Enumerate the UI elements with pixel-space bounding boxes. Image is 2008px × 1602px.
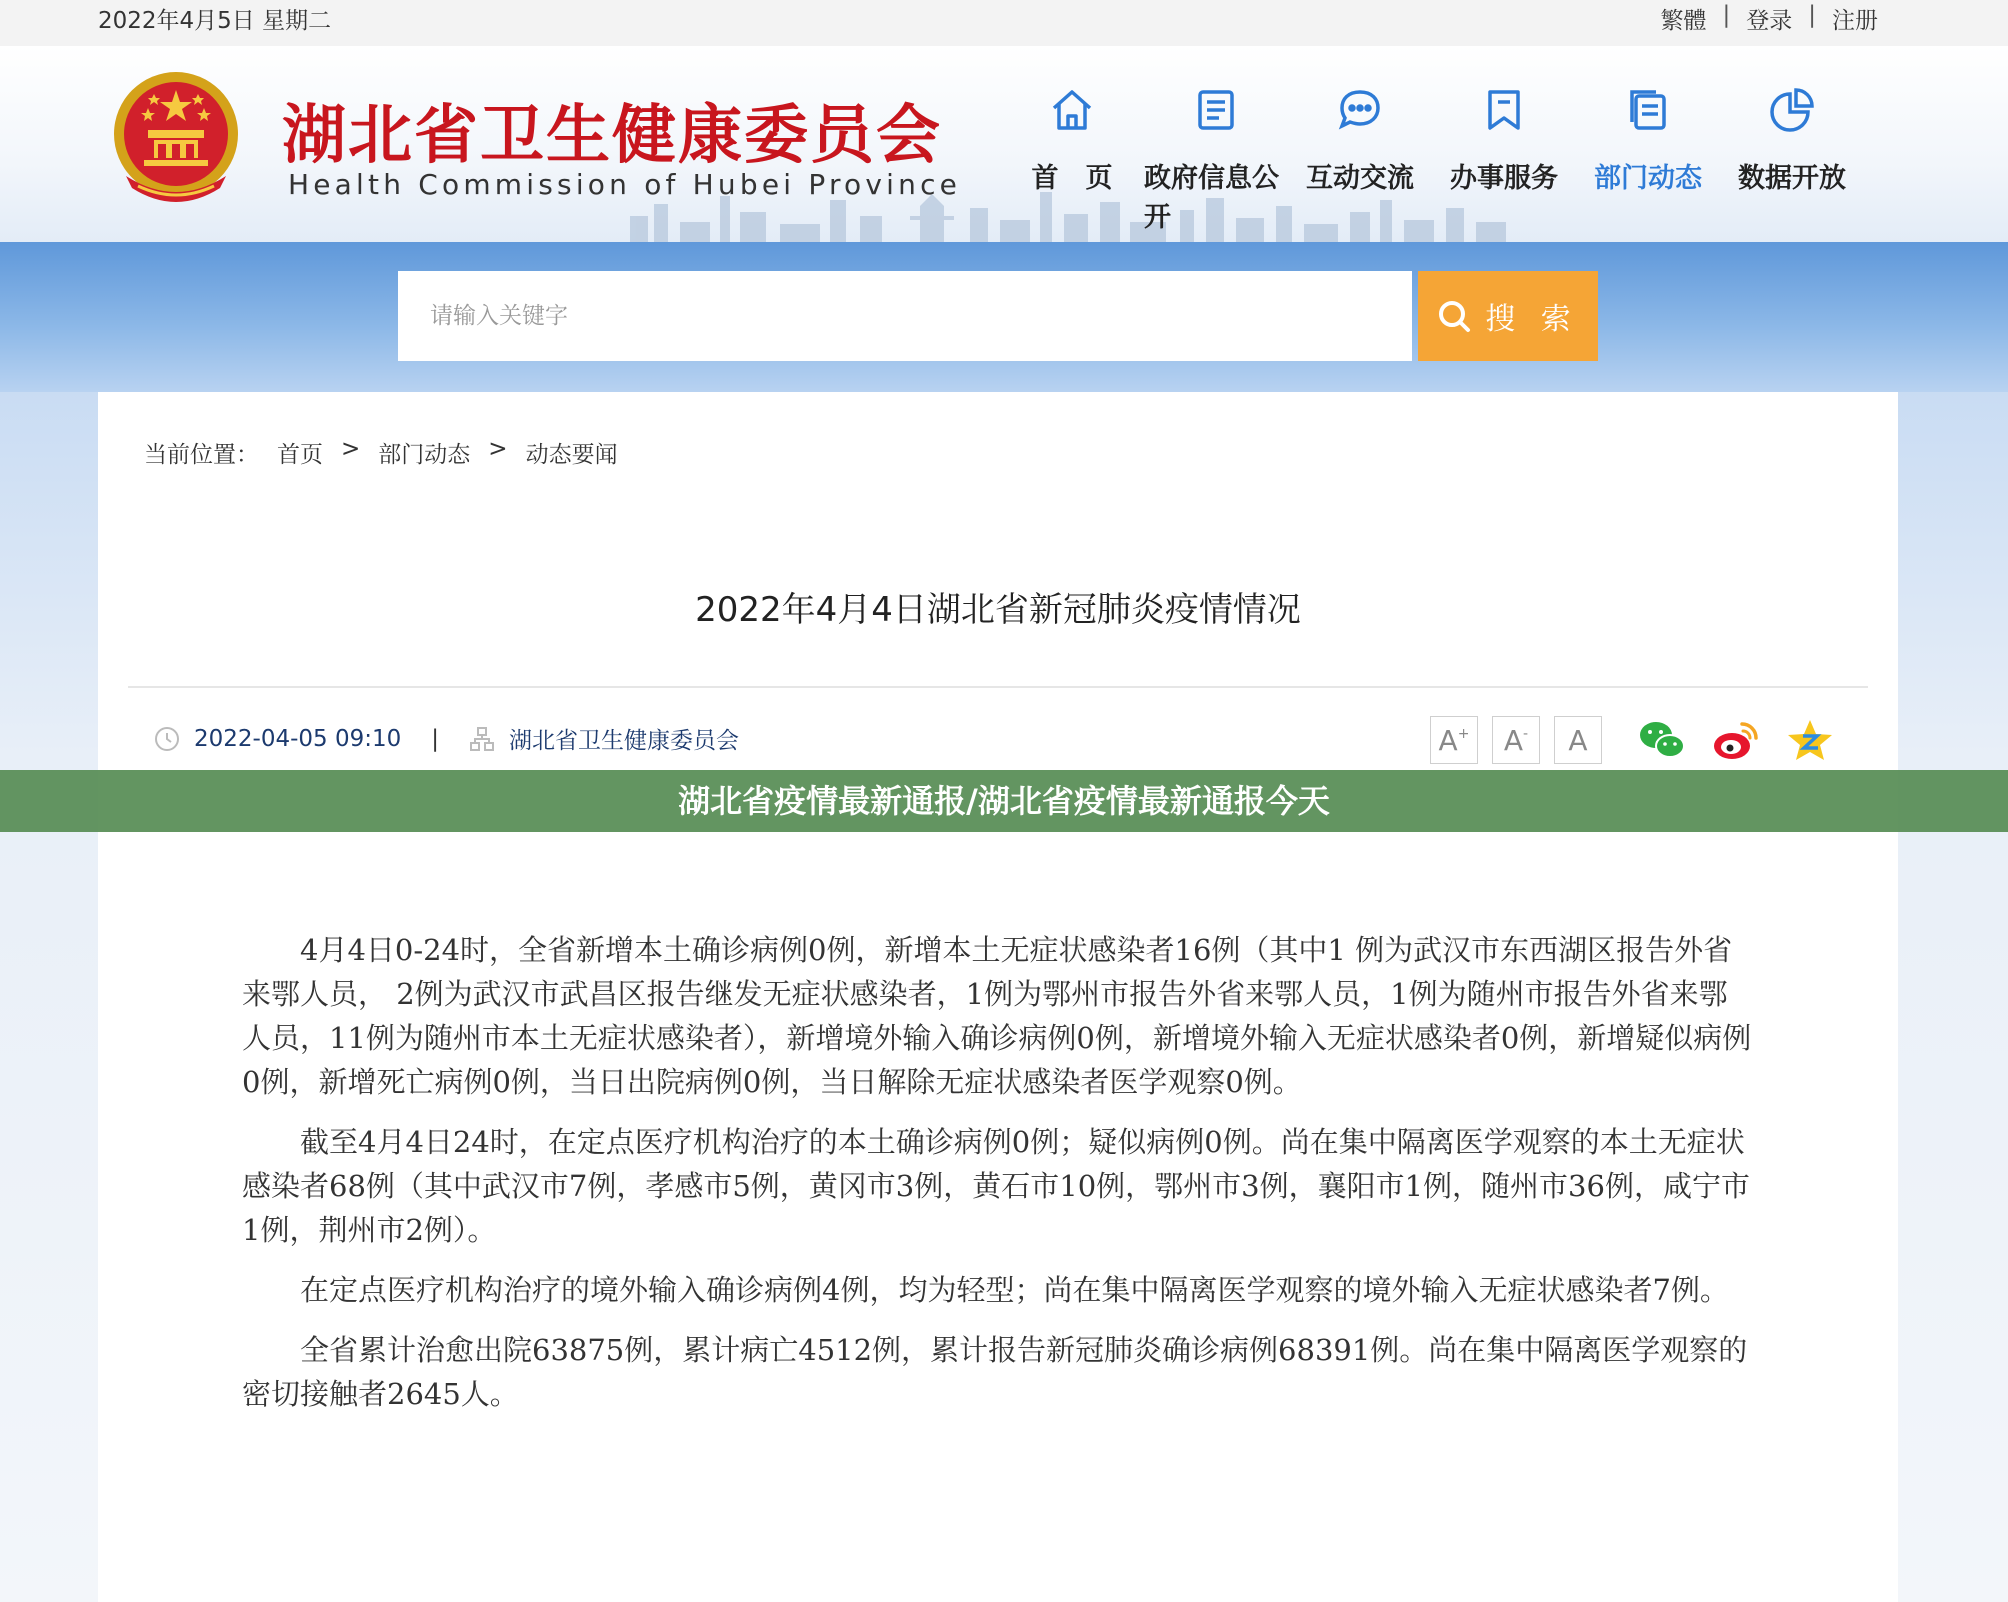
article-paragraph: 截至4月4日24时，在定点医疗机构治疗的本土确诊病例0例；疑似病例0例。尚在集中隔离医学观察的本土无症状感染者68例（其中武汉市7例，孝感市5例，黄冈市3例，黄石市10例，鄂州市3例，襄阳市1例，随州市36例，咸宁市1例，荆州市2例）。: [242, 1125, 1750, 1247]
breadcrumb-prefix: 当前位置：: [144, 442, 259, 468]
nav-label: 部门动态: [1594, 163, 1702, 194]
search-button-label: 搜 索: [1485, 302, 1579, 337]
nav-item-open-data[interactable]: [1720, 86, 1864, 234]
breadcrumb-home[interactable]: 首页: [277, 442, 323, 468]
minus-sign: -: [1523, 726, 1529, 742]
site-title-chinese: 湖北省卫生健康委员会: [282, 98, 942, 173]
article-paragraph: 4月4日0-24时，全省新增本土确诊病例0例，新增本土无症状感染者16例（其中1 例为武汉市东西湖区报告外省来鄂人员， 2例为武汉市武昌区报告继发无症状感染者，1例为鄂州市报告外省来鄂人员，1例为随州市报告外省来鄂人员，11例为随州市本土无症状感染者），新增境外输入确诊病例0例，新增境外输入无症状感染者0例，新增疑似病例0例，新增死亡病例0例，当日出院病例0例，当日解除无症状感染者医学观察0例。: [242, 933, 1752, 1099]
site-header: [0, 46, 2008, 242]
nav-item-interaction[interactable]: [1288, 86, 1432, 234]
plus-sign: +: [1457, 726, 1470, 742]
meta-separator: |: [431, 725, 440, 752]
search-icon: [1437, 299, 1471, 333]
document-icon: [1192, 86, 1240, 134]
article-title: 2022年4月4日湖北省新冠肺炎疫情情况: [695, 590, 1301, 630]
article-paragraph: 在定点医疗机构治疗的境外输入确诊病例4例，均为轻型；尚在集中隔离医学观察的境外输入无症状感染者7例。: [300, 1273, 1729, 1307]
nav-item-services[interactable]: [1432, 86, 1576, 234]
publish-datetime: 2022-04-05 09:10: [194, 725, 402, 752]
nav-label: 首 页: [1031, 163, 1113, 194]
top-utility-bar: [0, 0, 2008, 46]
font-increase-button[interactable]: [1430, 716, 1478, 764]
font-reset-button[interactable]: [1554, 716, 1602, 764]
article-body: [242, 928, 1752, 1432]
search-input[interactable]: 请输入关键字: [398, 271, 1412, 361]
wechat-icon[interactable]: [1638, 718, 1686, 762]
article-paragraph: 全省累计治愈出院63875例，累计病亡4512例，累计报告新冠肺炎确诊病例68391例。尚在集中隔离医学观察的密切接触者2645人。: [242, 1333, 1748, 1411]
files-icon: [1624, 86, 1672, 134]
utility-links: [1657, 2, 1883, 35]
clock-icon: [154, 726, 180, 752]
organization-icon: [469, 726, 495, 752]
main-navigation: [1000, 86, 1864, 234]
nav-label: 数据开放: [1738, 163, 1846, 194]
breadcrumb-news-highlights[interactable]: 动态要闻: [525, 442, 618, 468]
font-button-label: A: [1438, 723, 1458, 757]
separator: |: [1722, 2, 1731, 28]
article-source: 湖北省卫生健康委员会: [509, 728, 740, 754]
article-card: [98, 392, 1898, 1602]
font-button-label: A: [1568, 723, 1588, 757]
font-size-controls: [1430, 716, 1602, 764]
nav-item-gov-info[interactable]: [1144, 86, 1288, 234]
national-emblem-logo: [108, 68, 244, 210]
pie-icon: [1768, 86, 1816, 134]
bookmark-icon: [1480, 86, 1528, 134]
current-date: 2022年4月5日 星期二: [98, 8, 332, 34]
traditional-chinese-link[interactable]: 繁體: [1660, 8, 1707, 34]
site-title-english: Health Commission of Hubei Province: [288, 168, 962, 201]
register-link[interactable]: 注册: [1832, 8, 1878, 34]
login-link[interactable]: 登录: [1746, 8, 1793, 34]
separator: |: [1808, 2, 1816, 28]
search-button[interactable]: [1418, 271, 1598, 361]
chat-icon: [1336, 86, 1384, 134]
breadcrumb-separator: >: [341, 436, 361, 462]
nav-item-department-news[interactable]: [1576, 86, 1720, 234]
home-icon: [1048, 86, 1096, 134]
weibo-icon[interactable]: [1712, 718, 1760, 762]
nav-label: 互动交流: [1306, 163, 1414, 194]
breadcrumb: [144, 436, 636, 469]
title-divider: [128, 686, 1868, 688]
qzone-icon[interactable]: [1786, 718, 1834, 762]
breadcrumb-department-news[interactable]: 部门动态: [378, 442, 471, 468]
overlay-banner: 湖北省疫情最新通报/湖北省疫情最新通报今天: [0, 770, 2008, 832]
article-meta: [154, 722, 739, 755]
share-buttons: [1638, 718, 1834, 762]
font-button-label: A: [1503, 723, 1524, 757]
nav-label: 政府信息公开: [1144, 163, 1279, 233]
breadcrumb-separator: >: [488, 436, 508, 462]
nav-label: 办事服务: [1450, 163, 1558, 194]
font-decrease-button[interactable]: [1492, 716, 1540, 764]
nav-item-home[interactable]: [1000, 86, 1144, 234]
